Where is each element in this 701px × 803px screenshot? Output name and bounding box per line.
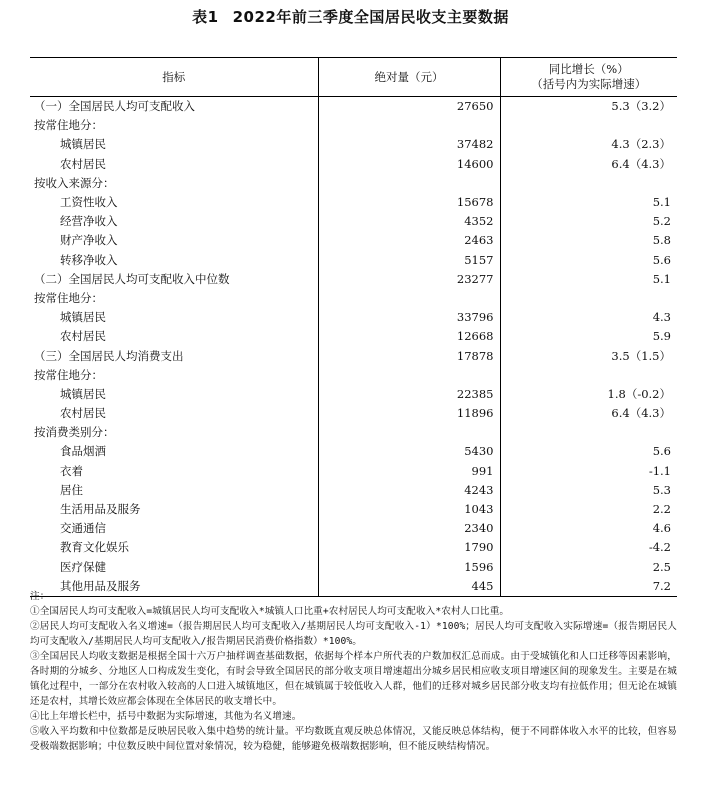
notes-heading: 注： bbox=[30, 591, 50, 602]
row-label: 城镇居民 bbox=[60, 310, 106, 325]
row-label: 城镇居民 bbox=[60, 386, 106, 401]
table-row bbox=[30, 193, 677, 212]
row-label: 食品烟酒 bbox=[60, 444, 106, 459]
row-absolute-value bbox=[318, 289, 500, 308]
row-growth-value: 4.6 bbox=[500, 519, 677, 538]
row-absolute-value: 4352 bbox=[318, 212, 500, 231]
row-growth-value: 1.8（-0.2） bbox=[500, 385, 677, 404]
row-label: 医疗保健 bbox=[60, 559, 106, 574]
row-absolute-value: 15678 bbox=[318, 193, 500, 212]
row-absolute-value: 33796 bbox=[318, 308, 500, 327]
row-absolute-value: 12668 bbox=[318, 327, 500, 346]
row-absolute-value: 1596 bbox=[318, 558, 500, 577]
row-label: 按常住地分： bbox=[34, 290, 103, 305]
notes-section bbox=[30, 589, 677, 754]
table-row bbox=[30, 404, 677, 423]
row-label: 农村居民 bbox=[60, 329, 106, 344]
table-row bbox=[30, 251, 677, 270]
note-item: ①全国居民人均可支配收入=城镇居民人均可支配收入*城镇人口比重+农村居民人均可支配收入*农村人口比重。 bbox=[30, 606, 510, 617]
header-indicator: 指标 bbox=[30, 58, 318, 97]
row-growth-value bbox=[500, 423, 677, 442]
row-label: 按常住地分： bbox=[34, 367, 103, 382]
header-absolute: 绝对量（元） bbox=[318, 58, 500, 97]
row-growth-value: 5.1 bbox=[500, 193, 677, 212]
row-growth-value: 5.3（3.2） bbox=[500, 97, 677, 117]
table-number: 表1 bbox=[192, 8, 219, 26]
row-absolute-value: 23277 bbox=[318, 270, 500, 289]
table-row bbox=[30, 558, 677, 577]
row-growth-value: -4.2 bbox=[500, 538, 677, 557]
row-growth-value: 5.6 bbox=[500, 251, 677, 270]
table-row bbox=[30, 481, 677, 500]
row-growth-value: 6.4（4.3） bbox=[500, 404, 677, 423]
row-growth-value: 5.3 bbox=[500, 481, 677, 500]
table-row bbox=[30, 97, 677, 117]
row-growth-value bbox=[500, 289, 677, 308]
row-absolute-value: 2340 bbox=[318, 519, 500, 538]
row-label: 其他用品及服务 bbox=[30, 577, 318, 597]
header-growth-line1: 同比增长（%） bbox=[548, 62, 629, 76]
category-row bbox=[30, 116, 677, 135]
row-growth-value: 4.3（2.3） bbox=[500, 135, 677, 154]
row-absolute-value: 5430 bbox=[318, 442, 500, 461]
table-title bbox=[0, 6, 701, 27]
table-header-row bbox=[30, 58, 677, 97]
table-row bbox=[30, 538, 677, 557]
table-row bbox=[30, 212, 677, 231]
row-absolute-value bbox=[318, 174, 500, 193]
table-row bbox=[30, 346, 677, 365]
table-row bbox=[30, 519, 677, 538]
row-absolute-value bbox=[318, 366, 500, 385]
row-label: 衣着 bbox=[60, 463, 83, 478]
row-label: 教育文化娱乐 bbox=[60, 540, 129, 555]
row-absolute-value: 2463 bbox=[318, 231, 500, 250]
row-absolute-value: 37482 bbox=[318, 135, 500, 154]
row-absolute-value: 1790 bbox=[318, 538, 500, 557]
row-label: 财产净收入 bbox=[60, 233, 118, 248]
row-growth-value: 5.6 bbox=[500, 442, 677, 461]
row-absolute-value: 4243 bbox=[318, 481, 500, 500]
table-row bbox=[30, 500, 677, 519]
row-label: 农村居民 bbox=[60, 406, 106, 421]
row-growth-value bbox=[500, 366, 677, 385]
table-row bbox=[30, 135, 677, 154]
row-growth-value: 3.5（1.5） bbox=[500, 346, 677, 365]
row-growth-value: 6.4（4.3） bbox=[500, 155, 677, 174]
row-growth-value: 4.3 bbox=[500, 308, 677, 327]
row-label: （三）全国居民人均消费支出 bbox=[34, 348, 184, 363]
row-growth-value bbox=[500, 116, 677, 135]
row-label: 交通通信 bbox=[60, 521, 106, 536]
table-body bbox=[30, 97, 677, 597]
row-label: 居住 bbox=[60, 482, 83, 497]
row-growth-value: 5.9 bbox=[500, 327, 677, 346]
table-row bbox=[30, 442, 677, 461]
row-growth-value: 5.8 bbox=[500, 231, 677, 250]
table-row bbox=[30, 462, 677, 481]
row-growth-value bbox=[500, 174, 677, 193]
row-absolute-value: 5157 bbox=[318, 251, 500, 270]
row-label: 按消费类别分： bbox=[34, 425, 115, 440]
category-row bbox=[30, 289, 677, 308]
row-label: （二）全国居民人均可支配收入中位数 bbox=[34, 271, 230, 286]
note-item: ②居民人均可支配收入名义增速=（报告期居民人均可支配收入/基期居民人均可支配收入-1）*100%；居民人均可支配收入实际增速=（报告期居民人均可支配收入/基期居民人均可支配收入/报告期居民消费价格指数）*100%。 bbox=[30, 621, 677, 647]
table-row bbox=[30, 308, 677, 327]
row-label: 生活用品及服务 bbox=[60, 502, 141, 517]
table-row bbox=[30, 327, 677, 346]
table-row bbox=[30, 155, 677, 174]
row-absolute-value bbox=[318, 423, 500, 442]
row-growth-value: 2.5 bbox=[500, 558, 677, 577]
category-row bbox=[30, 366, 677, 385]
row-growth-value: 5.1 bbox=[500, 270, 677, 289]
table-row bbox=[30, 270, 677, 289]
row-label: （一）全国居民人均可支配收入 bbox=[34, 99, 195, 114]
row-label: 转移净收入 bbox=[60, 252, 118, 267]
row-absolute-value: 1043 bbox=[318, 500, 500, 519]
row-absolute-value: 11896 bbox=[318, 404, 500, 423]
category-row bbox=[30, 423, 677, 442]
category-row bbox=[30, 174, 677, 193]
row-label: 按常住地分： bbox=[34, 118, 103, 133]
row-absolute-value: 991 bbox=[318, 462, 500, 481]
row-growth-value: -1.1 bbox=[500, 462, 677, 481]
note-item: ④比上年增长栏中，括号中数据为实际增速，其他为名义增速。 bbox=[30, 711, 302, 722]
row-absolute-value: 27650 bbox=[318, 97, 500, 117]
note-item: ③全国居民人均收支数据是根据全国十六万户抽样调查基础数据，依据每个样本户所代表的户数加权汇总而成。由于受城镇化和人口迁移等因素影响，各时期的分城乡、分地区人口构成发生变化，有时会导致全国居民的部分收支项目增速超出分城乡居民相应收支项目增速区间的现象发生。主要是在城镇化过程中，一部分在农村收入较高的人口进入城镇地区，但在城镇属于较低收入人群，他们的迁移对城乡居民部分收支均有拉低作用；但无论在城镇还是农村，其增长效应都会体现在全体居民的收支增长中。 bbox=[30, 651, 677, 707]
row-absolute-value: 22385 bbox=[318, 385, 500, 404]
row-label: 农村居民 bbox=[60, 156, 106, 171]
header-growth bbox=[500, 58, 677, 97]
row-growth-value: 7.2 bbox=[500, 577, 677, 597]
header-growth-line2: （括号内为实际增速） bbox=[531, 77, 647, 91]
row-absolute-value: 17878 bbox=[318, 346, 500, 365]
row-label: 工资性收入 bbox=[60, 195, 118, 210]
row-label: 经营净收入 bbox=[60, 214, 118, 229]
row-label: 按收入来源分： bbox=[34, 175, 115, 190]
row-absolute-value: 445 bbox=[318, 577, 500, 597]
notes-list bbox=[30, 604, 677, 754]
row-label: 城镇居民 bbox=[60, 137, 106, 152]
income-expenditure-table bbox=[30, 57, 677, 597]
row-growth-value: 5.2 bbox=[500, 212, 677, 231]
table-row bbox=[30, 385, 677, 404]
table-row bbox=[30, 231, 677, 250]
table-title-text: 2022年前三季度全国居民收支主要数据 bbox=[232, 8, 509, 26]
note-item: ⑤收入平均数和中位数都是反映居民收入集中趋势的统计量。平均数既直观反映总体情况，又能反映总体结构，便于不同群体收入水平的比较，但容易受极端数据影响；中位数反映中间位置对象情况，较为稳健，能够避免极端数据影响，但不能反映结构情况。 bbox=[30, 726, 677, 752]
row-absolute-value bbox=[318, 116, 500, 135]
row-absolute-value: 14600 bbox=[318, 155, 500, 174]
row-growth-value: 2.2 bbox=[500, 500, 677, 519]
